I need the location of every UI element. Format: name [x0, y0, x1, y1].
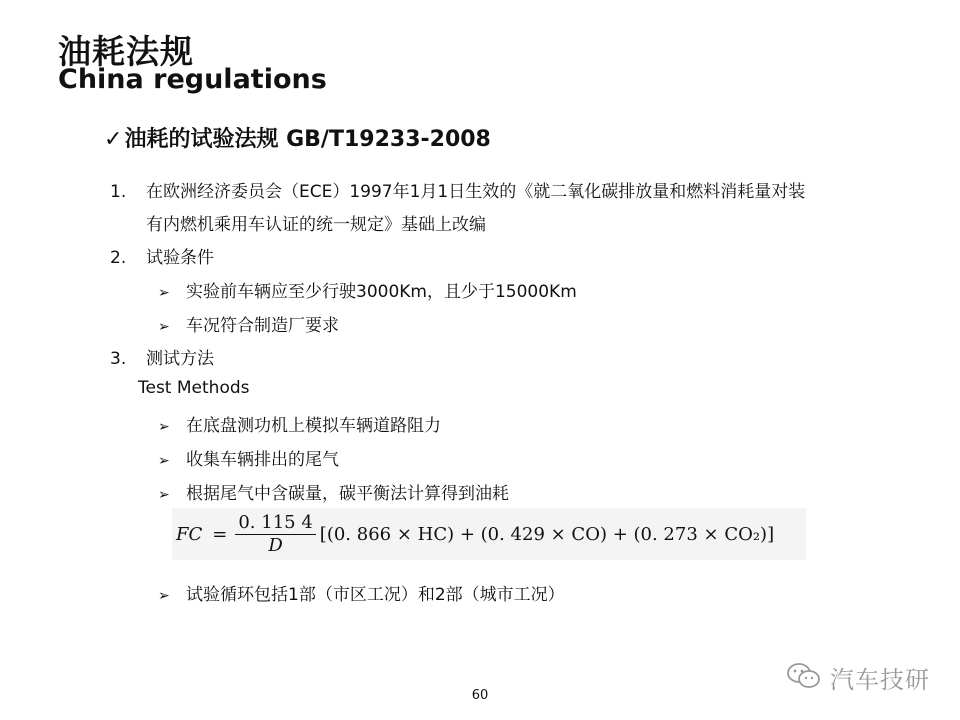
page-number: 60 — [471, 688, 489, 703]
section-heading — [104, 122, 491, 153]
formula-numerator: 0. 115 4 — [235, 512, 315, 535]
bullet-text: 试验循环包括1部（市区工况）和2部（城市工况） — [186, 585, 565, 605]
bullet-item — [158, 277, 577, 302]
formula-lhs: FC — [176, 523, 203, 545]
list-item — [110, 177, 805, 202]
bullet-text: 车况符合制造厂要求 — [186, 316, 339, 336]
item-text: 测试方法 — [146, 349, 214, 369]
fuel-consumption-formula — [176, 510, 774, 558]
bullet-text: 收集车辆排出的尾气 — [186, 450, 339, 470]
formula-denominator: D — [268, 534, 283, 556]
list-item — [110, 243, 214, 268]
list-item — [110, 344, 214, 369]
section-heading-text: 油耗的试验法规 GB/T19233-2008 — [124, 127, 491, 152]
bullet-item — [158, 479, 509, 504]
bullet-item — [158, 445, 339, 470]
formula-equals: = — [212, 523, 228, 545]
watermark-text: 汽车技研 — [830, 666, 930, 694]
bullet-text: 根据尾气中含碳量，碳平衡法计算得到油耗 — [186, 484, 509, 504]
checkmark-icon: ✓ — [104, 127, 123, 152]
item-text: 试验条件 — [146, 248, 214, 268]
arrow-bullet-icon: ➢ — [158, 453, 170, 469]
item-number: 3. — [110, 349, 127, 369]
item-text: 在欧洲经济委员会（ECE）1997年1月1日生效的《就二氧化碳排放量和燃料消耗量对装 — [146, 182, 806, 202]
arrow-bullet-icon: ➢ — [158, 419, 170, 435]
page-title: 油耗法规 — [58, 32, 194, 71]
list-item-continuation: 有内燃机乘用车认证的统一规定》基础上改编 — [146, 215, 486, 235]
bullet-item — [158, 580, 565, 605]
page-subtitle: China regulations — [58, 64, 327, 95]
bullet-item — [158, 311, 339, 336]
item-number: 1. — [110, 182, 127, 202]
list-item-subtitle: Test Methods — [138, 378, 250, 398]
arrow-bullet-icon: ➢ — [158, 487, 170, 503]
item-number: 2. — [110, 248, 127, 268]
arrow-bullet-icon: ➢ — [158, 319, 170, 335]
bullet-text: 实验前车辆应至少行驶3000Km，且少于15000Km — [186, 282, 577, 302]
formula-fraction — [235, 512, 315, 557]
bullet-text: 在底盘测功机上模拟车辆道路阻力 — [186, 416, 441, 436]
bullet-item — [158, 411, 441, 436]
arrow-bullet-icon: ➢ — [158, 588, 170, 604]
formula-rhs: [(0. 866 × HC) + (0. 429 × CO) + (0. 273 × CO₂)] — [319, 523, 775, 545]
arrow-bullet-icon: ➢ — [158, 285, 170, 301]
